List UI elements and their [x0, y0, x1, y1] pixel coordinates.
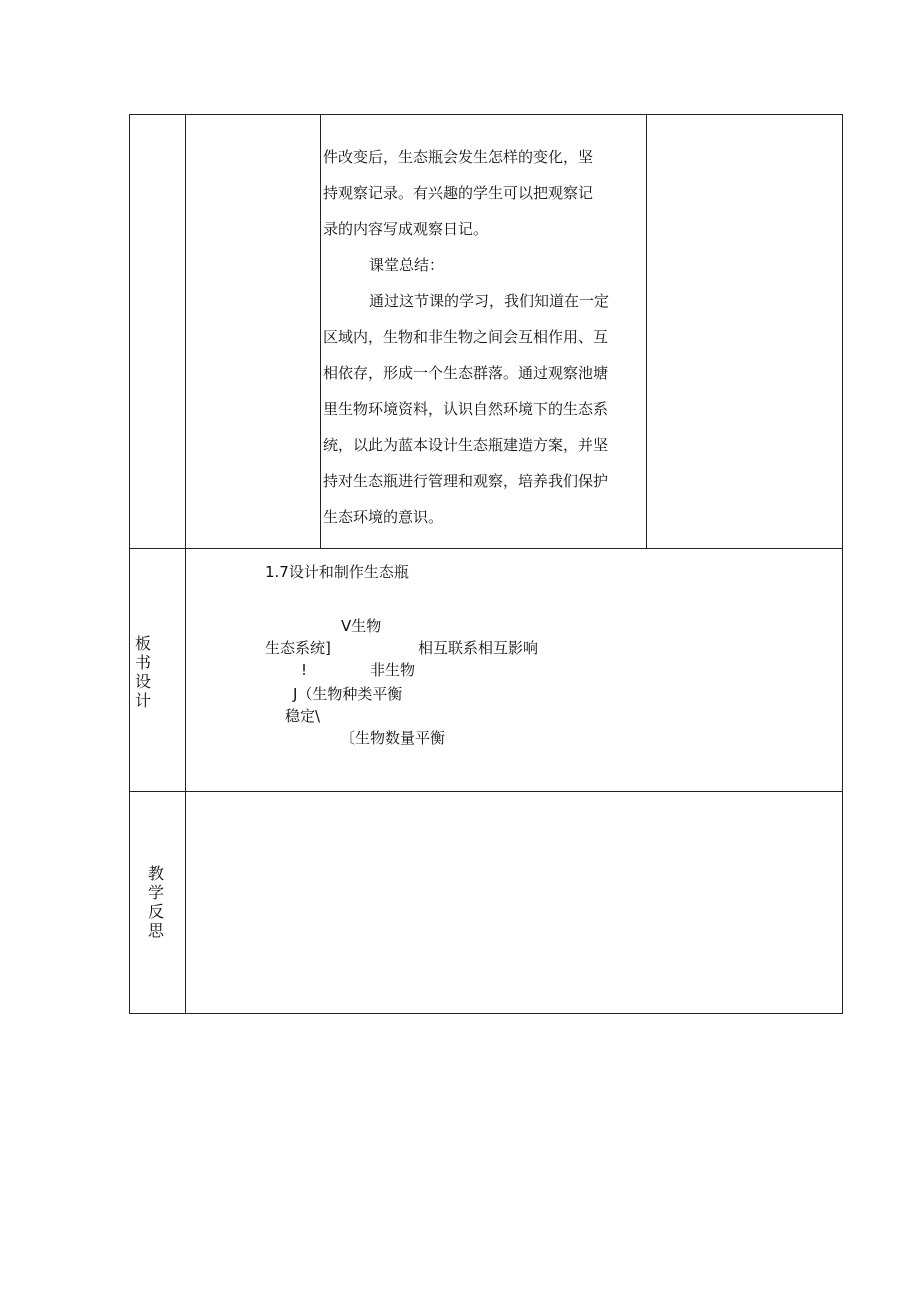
- board-system: 生态系统]: [265, 639, 331, 657]
- board-biotic: V生物: [341, 617, 382, 635]
- board-relation: 相互联系相互影响: [418, 639, 539, 657]
- text-line: 相依存，形成一个生态群落。通过观察池塘: [323, 364, 609, 382]
- text-line: 生态环境的意识。: [323, 508, 444, 526]
- board-excl: !: [301, 661, 308, 679]
- board-design-label: 板 书 设 计: [134, 634, 151, 710]
- summary-heading: 课堂总结：: [369, 256, 445, 274]
- text-line: 通过这节课的学习，我们知道在一定: [369, 292, 610, 310]
- text-line: 统，以此为蓝本设计生态瓶建造方案，并坚: [323, 436, 609, 454]
- text-line: 持对生态瓶进行管理和观察，培养我们保护: [323, 472, 609, 490]
- text-line: 件改变后，生态瓶会发生怎样的变化，坚: [323, 148, 594, 166]
- table-left-border: [129, 114, 130, 1014]
- text-line: 区域内，生物和非生物之间会互相作用、互: [323, 328, 609, 346]
- column-divider-2: [320, 114, 321, 549]
- board-title: 1.7设计和制作生态瓶: [265, 563, 409, 581]
- table-right-border: [842, 114, 843, 1014]
- row-divider-1: [129, 548, 843, 549]
- board-abiotic: 非生物: [370, 661, 416, 679]
- board-quantity-balance: 〔生物数量平衡: [340, 729, 446, 747]
- process-content: [323, 139, 641, 535]
- row-divider-2: [129, 791, 843, 792]
- label-column-divider: [185, 114, 186, 1014]
- text-line: 里生物环境资料，认识自然环境下的生态系: [323, 400, 609, 418]
- column-divider-3: [646, 114, 647, 549]
- text-line: 录的内容写成观察日记。: [323, 220, 489, 238]
- teaching-reflection-label: 教 学 反 思: [147, 864, 164, 940]
- board-species-balance: J（生物种类平衡: [293, 685, 403, 703]
- text-line: 持观察记录。有兴趣的学生可以把观察记: [323, 184, 594, 202]
- table-bottom-border: [129, 1013, 843, 1014]
- board-stable: 稳定\: [285, 707, 321, 725]
- table-top-border: [129, 114, 843, 115]
